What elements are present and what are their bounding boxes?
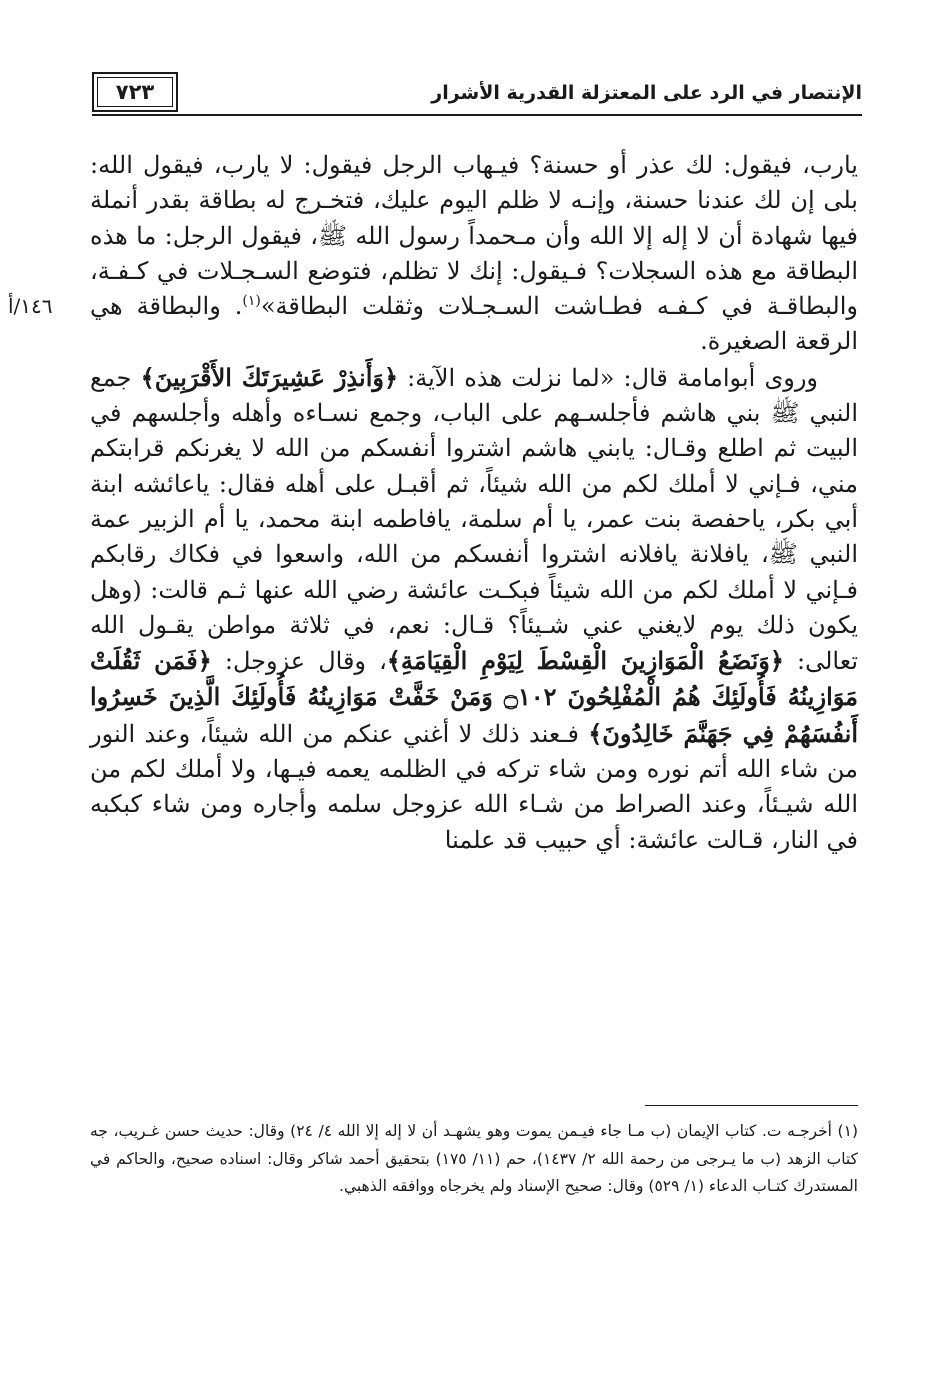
paragraph-2-part-c: ، وقال عزوجل: bbox=[211, 647, 387, 676]
paragraph-2-part-b: جمع النبي ﷺ بني هاشم فأجلسـهم على الباب، وجمع نسـاءه وأهله وأجلسهم في البيت ثم اطلع وقـال: يابني هاشم اشتروا أنفسكم من الله لا يغرنكم قرابتكم مني، فـإني لا أملك لكم من الله شيئاً، ثم أقبـل على أهله فقال: ياعائشه ابنة أبي بكر، ياحفصة بنت عمر، يا أم سلمة، يافاطمه ابنة محمد، يا أم الزبير عمة النبي ﷺ، يافلانة يافلانه اشتروا أنفسكم من الله، واسعوا في فكاك رقابكم فـإني لا أملك لكم من الله شيئاً فبكـت عائشة رضي الله عنها ثـم قالت: (وهل يكون ذلك يوم لايغني عني شـيئاً؟ قـال: نعم، في ثلاثة مواطن يقـول الله تعالى: bbox=[90, 363, 859, 676]
paragraph-2-part-d: فـعند ذلك لا أغني عنكم من الله شيئاً، وعند النور من شاء الله أتم نوره ومن شاء تركه في الظلمه يعمه فيـها، ولا أملك لكم من الله شيـئاً، وعند الصراط من شـاء الله عزوجل سلمه وأجاره ومن شاء كبكبه في النار، قـالت عائشة: أي حبيب قد علمنا bbox=[90, 719, 858, 854]
quran-verse-2: ﴿وَنَضَعُ الْمَوَازِينَ الْقِسْطَ لِيَوْمِ الْقِيَامَةِ﴾ bbox=[386, 646, 784, 676]
running-title: الإنتصار في الرد على المعتزلة القدرية الأشرار bbox=[431, 82, 862, 104]
paragraph-1-text: يارب، فيقول: لك عذر أو حسنة؟ فيـهاب الرجل فيقول: لا يارب، فيقول الله: بلى إن لك عندنا حسنة، وإنـه لا ظلم اليوم عليك، فتخـرج له بطاقة بقدر أنملة فيها شهادة أن لا إله إلا الله وأن مـحمداً رسول الله ﷺ، فيقول الرجل: ما هذه البطاقة مع هذه السجلات؟ فـيقول: إنك لا تظلم، فتوضع السـجـلات في كـفـة، والبطاقـة في كـفـه فطـاشت السـجـلات وثقلت البطاقة» bbox=[90, 151, 858, 321]
page-header bbox=[92, 72, 862, 118]
page-number-box bbox=[92, 72, 178, 112]
paragraph-1-end: . والبطاقة هي الرقعة الصغيرة. bbox=[90, 292, 858, 356]
margin-folio-note: ١٤٦/أ bbox=[8, 294, 53, 318]
paragraph-2 bbox=[90, 360, 858, 858]
footnotes bbox=[90, 1118, 858, 1201]
paragraph-1 bbox=[90, 148, 858, 360]
main-text bbox=[90, 148, 858, 858]
paragraph-2-part-a: وروى أبوامامة قال: «لما نزلت هذه الآية: bbox=[398, 363, 818, 392]
quran-verse-3: ﴿فَمَن ثَقُلَتْ مَوَازِينُهُ فَأُولَئِكَ هُمُ الْمُفْلِحُونَ ۝١٠٢ وَمَنْ خَفَّتْ مَوَازِينُهُ فَأُولَئِكَ الَّذِينَ خَسِرُوا أَنفُسَهُمْ فِي جَهَنَّمَ خَالِدُونَ﴾ bbox=[90, 646, 858, 748]
footnote-ref-1[interactable]: (١) bbox=[242, 293, 261, 310]
footnote-1: (١) أخرجـه ت. كتاب الإيمان (ب مـا جاء فيـمن يموت وهو يشهـد أن لا إله إلا الله ٤/ ٢٤) وقال: حديث حسن غـريب، جه كتاب الزهد (ب ما يـرجى من رحمة الله ٢/ ١٤٣٧)، حم (١١/ ١٧٥) بتحقيق أحمد شاكر وقال: اسناده صحيح، والحاكم في المستدرك كتـاب الدعاء (١/ ٥٢٩) وقال: صحيح الإسناد ولم يخرجاه ووافقه الذهبي. bbox=[90, 1122, 858, 1195]
page-number: ٧٢٣ bbox=[115, 80, 155, 104]
quran-verse-1: ﴿وَأَنذِرْ عَشِيرَتَكَ الأَقْرَبِينَ﴾ bbox=[140, 362, 399, 392]
footnote-separator bbox=[645, 1105, 858, 1106]
header-rule bbox=[92, 114, 862, 116]
